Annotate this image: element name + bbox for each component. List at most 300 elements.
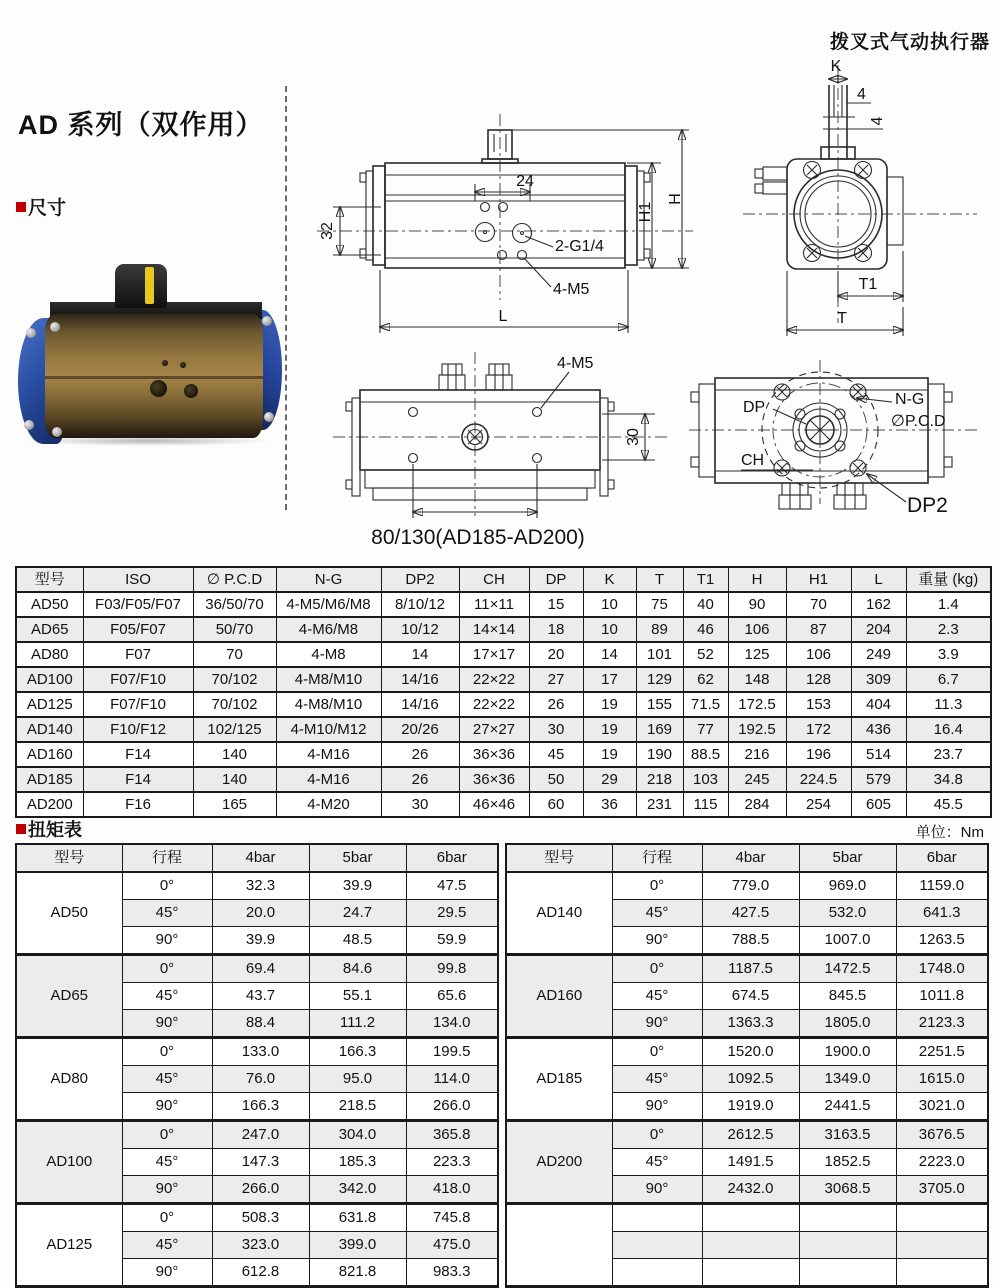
bolt xyxy=(50,322,60,332)
data-cell: 342.0 xyxy=(309,1176,406,1204)
column-header: CH xyxy=(459,567,529,592)
data-cell: 199.5 xyxy=(406,1038,498,1066)
air-port xyxy=(150,380,167,397)
data-cell: 218.5 xyxy=(309,1093,406,1121)
data-cell: 245 xyxy=(728,767,786,792)
data-cell: 45.5 xyxy=(906,792,991,817)
data-cell: 514 xyxy=(851,742,906,767)
data-cell: 3163.5 xyxy=(799,1121,896,1149)
data-cell xyxy=(702,1232,799,1259)
model-cell: AD200 xyxy=(16,792,83,817)
data-cell: 1919.0 xyxy=(702,1093,799,1121)
series-title: AD 系列（双作用） xyxy=(18,110,264,140)
data-cell: 30 xyxy=(529,717,583,742)
column-header: 行程 xyxy=(612,844,702,872)
data-cell: 0° xyxy=(612,872,702,900)
torque-section xyxy=(16,816,82,842)
data-cell: 323.0 xyxy=(212,1232,309,1259)
data-cell: 90° xyxy=(122,1176,212,1204)
data-cell xyxy=(702,1204,799,1232)
data-cell: 48.5 xyxy=(309,927,406,955)
data-cell: 90° xyxy=(122,927,212,955)
data-cell: 89 xyxy=(636,617,683,642)
torque-section-label: 扭矩表 xyxy=(28,820,82,840)
column-header: ∅ P.C.D xyxy=(193,567,276,592)
data-cell: 90 xyxy=(728,592,786,617)
data-cell: 90° xyxy=(122,1010,212,1038)
data-cell: 24.7 xyxy=(309,900,406,927)
bolt xyxy=(24,420,34,430)
dashed-divider xyxy=(285,86,287,510)
data-cell: 365.8 xyxy=(406,1121,498,1149)
data-cell: 20/26 xyxy=(381,717,459,742)
data-cell: 40 xyxy=(683,592,728,617)
data-cell: 196 xyxy=(786,742,851,767)
model-cell: AD140 xyxy=(506,872,612,955)
label-ports: 2-G1/4 xyxy=(555,238,604,255)
data-cell: 0° xyxy=(612,1038,702,1066)
data-cell: 36×36 xyxy=(459,742,529,767)
data-cell: 641.3 xyxy=(896,900,988,927)
model-cell: AD200 xyxy=(506,1121,612,1204)
data-cell: 0° xyxy=(122,1121,212,1149)
data-cell: 266.0 xyxy=(406,1093,498,1121)
data-cell: 36×36 xyxy=(459,767,529,792)
model-cell: AD160 xyxy=(506,955,612,1038)
data-cell: F14 xyxy=(83,767,193,792)
torque-left-body xyxy=(16,872,498,1287)
data-cell: 2251.5 xyxy=(896,1038,988,1066)
data-cell: 148 xyxy=(728,667,786,692)
data-cell: 50 xyxy=(529,767,583,792)
front-view-drawing xyxy=(295,100,700,350)
model-cell: AD100 xyxy=(16,667,83,692)
data-cell: 4-M8/M10 xyxy=(276,667,381,692)
data-cell: 11×11 xyxy=(459,592,529,617)
data-cell: 284 xyxy=(728,792,786,817)
data-cell: 605 xyxy=(851,792,906,817)
data-cell: 2123.3 xyxy=(896,1010,988,1038)
data-cell: 304.0 xyxy=(309,1121,406,1149)
bottom-view-drawing xyxy=(295,348,705,566)
data-cell: 27×27 xyxy=(459,717,529,742)
table-row xyxy=(16,1038,498,1066)
data-cell: 36 xyxy=(583,792,636,817)
data-cell: 70/102 xyxy=(193,667,276,692)
column-header: ISO xyxy=(83,567,193,592)
data-cell: 204 xyxy=(851,617,906,642)
data-cell xyxy=(799,1259,896,1287)
data-cell: 76.0 xyxy=(212,1066,309,1093)
data-cell: 16.4 xyxy=(906,717,991,742)
data-cell: 133.0 xyxy=(212,1038,309,1066)
data-cell: 1349.0 xyxy=(799,1066,896,1093)
data-cell: 90° xyxy=(122,1093,212,1121)
model-cell: AD100 xyxy=(16,1121,122,1204)
header-row xyxy=(506,844,988,872)
dim-label-32: 32 xyxy=(319,222,336,240)
data-cell: 77 xyxy=(683,717,728,742)
dim-label-t1: T1 xyxy=(858,276,878,293)
data-cell: 46 xyxy=(683,617,728,642)
data-cell: 612.8 xyxy=(212,1259,309,1287)
dim-label-h1: H1 xyxy=(637,201,654,223)
data-cell: 475.0 xyxy=(406,1232,498,1259)
torque-left-head xyxy=(16,844,498,872)
data-cell: 45° xyxy=(612,1066,702,1093)
column-header: 4bar xyxy=(212,844,309,872)
data-cell: 43.7 xyxy=(212,983,309,1010)
data-cell: 165 xyxy=(193,792,276,817)
end-view-drawing xyxy=(715,55,1000,360)
red-square-icon xyxy=(16,824,26,834)
data-cell: 166.3 xyxy=(309,1038,406,1066)
size-section xyxy=(16,193,66,220)
data-cell: 532.0 xyxy=(799,900,896,927)
dim-label-range: 80/130(AD185-AD200) xyxy=(371,526,585,549)
column-header: N-G xyxy=(276,567,381,592)
header-row xyxy=(16,844,498,872)
data-cell: 45° xyxy=(122,1232,212,1259)
column-header: 重量 (kg) xyxy=(906,567,991,592)
data-cell xyxy=(896,1204,988,1232)
model-cell: AD65 xyxy=(16,617,83,642)
data-cell: 1615.0 xyxy=(896,1066,988,1093)
data-cell: 2441.5 xyxy=(799,1093,896,1121)
data-cell: 95.0 xyxy=(309,1066,406,1093)
data-cell: 8/10/12 xyxy=(381,592,459,617)
model-cell: AD50 xyxy=(16,872,122,955)
column-header: 型号 xyxy=(16,844,122,872)
indicator-stripe xyxy=(145,267,154,304)
data-cell: 162 xyxy=(851,592,906,617)
data-cell: 45° xyxy=(122,983,212,1010)
table-row xyxy=(16,742,991,767)
data-cell: 631.8 xyxy=(309,1204,406,1232)
data-cell: 19 xyxy=(583,742,636,767)
data-cell: 3.9 xyxy=(906,642,991,667)
data-cell xyxy=(799,1204,896,1232)
column-header: K xyxy=(583,567,636,592)
model-cell: AD160 xyxy=(16,742,83,767)
data-cell: 111.2 xyxy=(309,1010,406,1038)
table-row xyxy=(16,1204,498,1232)
data-cell: 1852.5 xyxy=(799,1149,896,1176)
data-cell: 1159.0 xyxy=(896,872,988,900)
model-cell: AD125 xyxy=(16,1204,122,1287)
label-dp: DP xyxy=(743,399,766,416)
data-cell: 99.8 xyxy=(406,955,498,983)
data-cell: 223.3 xyxy=(406,1149,498,1176)
data-cell: 36/50/70 xyxy=(193,592,276,617)
data-cell: 1520.0 xyxy=(702,1038,799,1066)
data-cell: 10 xyxy=(583,592,636,617)
data-cell: 247.0 xyxy=(212,1121,309,1149)
torque-right-head xyxy=(506,844,988,872)
data-cell: 0° xyxy=(122,872,212,900)
data-cell xyxy=(799,1232,896,1259)
label-dp2: DP2 xyxy=(907,494,948,517)
data-cell: 84.6 xyxy=(309,955,406,983)
data-cell: 26 xyxy=(529,692,583,717)
data-cell: 674.5 xyxy=(702,983,799,1010)
model-cell: AD65 xyxy=(16,955,122,1038)
data-cell: 88.4 xyxy=(212,1010,309,1038)
data-cell: 134.0 xyxy=(406,1010,498,1038)
column-header: DP2 xyxy=(381,567,459,592)
data-cell: F07/F10 xyxy=(83,667,193,692)
data-cell: 39.9 xyxy=(309,872,406,900)
table-row xyxy=(16,955,498,983)
column-header: 5bar xyxy=(799,844,896,872)
dimensions-table-head xyxy=(16,567,991,592)
data-cell: 69.4 xyxy=(212,955,309,983)
product-photo xyxy=(12,252,284,444)
data-cell: 185.3 xyxy=(309,1149,406,1176)
data-cell: 20.0 xyxy=(212,900,309,927)
data-cell: 172.5 xyxy=(728,692,786,717)
data-cell: 65.6 xyxy=(406,983,498,1010)
data-cell: 1491.5 xyxy=(702,1149,799,1176)
data-cell: 27 xyxy=(529,667,583,692)
column-header: 行程 xyxy=(122,844,212,872)
model-cell: AD80 xyxy=(16,642,83,667)
column-header: 4bar xyxy=(702,844,799,872)
column-header: 型号 xyxy=(506,844,612,872)
torque-table-right xyxy=(505,843,989,1288)
data-cell: 788.5 xyxy=(702,927,799,955)
model-cell: AD50 xyxy=(16,592,83,617)
data-cell: 1900.0 xyxy=(799,1038,896,1066)
model-cell: AD80 xyxy=(16,1038,122,1121)
data-cell: F07/F10 xyxy=(83,692,193,717)
table-row xyxy=(16,767,991,792)
column-header: 型号 xyxy=(16,567,83,592)
column-header: 6bar xyxy=(406,844,498,872)
data-cell: 30 xyxy=(381,792,459,817)
position-indicator xyxy=(115,264,167,308)
data-cell: 231 xyxy=(636,792,683,817)
data-cell: 3068.5 xyxy=(799,1176,896,1204)
data-cell: 29 xyxy=(583,767,636,792)
data-cell: 102/125 xyxy=(193,717,276,742)
model-cell: AD125 xyxy=(16,692,83,717)
data-cell: 45 xyxy=(529,742,583,767)
data-cell: 62 xyxy=(683,667,728,692)
data-cell: 6.7 xyxy=(906,667,991,692)
data-cell: 101 xyxy=(636,642,683,667)
data-cell: 266.0 xyxy=(212,1176,309,1204)
data-cell: 32.3 xyxy=(212,872,309,900)
data-cell: 4-M20 xyxy=(276,792,381,817)
dim-label-4b: 4 xyxy=(869,116,886,126)
data-cell: 19 xyxy=(583,717,636,742)
dim-label-4a: 4 xyxy=(857,86,866,103)
data-cell: 0° xyxy=(612,955,702,983)
data-cell: 155 xyxy=(636,692,683,717)
data-cell: 1187.5 xyxy=(702,955,799,983)
data-cell: F10/F12 xyxy=(83,717,193,742)
table-row xyxy=(506,955,988,983)
data-cell: 4-M6/M8 xyxy=(276,617,381,642)
torque-unit-label: 单位：Nm xyxy=(915,824,984,841)
bolt xyxy=(26,328,36,338)
data-cell: 10/12 xyxy=(381,617,459,642)
data-cell: 3021.0 xyxy=(896,1093,988,1121)
data-cell: 128 xyxy=(786,667,851,692)
page-title: 拨叉式气动执行器 xyxy=(829,32,990,53)
data-cell: 845.5 xyxy=(799,983,896,1010)
data-cell: F03/F05/F07 xyxy=(83,592,193,617)
data-cell: 46×46 xyxy=(459,792,529,817)
data-cell: 17 xyxy=(583,667,636,692)
size-section-label: 尺寸 xyxy=(28,198,67,219)
column-header: DP xyxy=(529,567,583,592)
red-square-icon xyxy=(16,202,26,212)
torque-table-left xyxy=(15,843,499,1288)
data-cell: 70 xyxy=(193,642,276,667)
data-cell: 103 xyxy=(683,767,728,792)
data-cell: 17×17 xyxy=(459,642,529,667)
data-cell: 11.3 xyxy=(906,692,991,717)
data-cell: 166.3 xyxy=(212,1093,309,1121)
data-cell: 2612.5 xyxy=(702,1121,799,1149)
data-cell: 10 xyxy=(583,617,636,642)
data-cell: 579 xyxy=(851,767,906,792)
data-cell: 52 xyxy=(683,642,728,667)
torque-tables xyxy=(15,843,985,1288)
data-cell: 45° xyxy=(122,900,212,927)
label-ng: N-G xyxy=(895,391,925,408)
table-row xyxy=(506,1038,988,1066)
data-cell: 29.5 xyxy=(406,900,498,927)
data-cell xyxy=(612,1259,702,1287)
data-cell: 70/102 xyxy=(193,692,276,717)
data-cell xyxy=(702,1259,799,1287)
data-cell: 70 xyxy=(786,592,851,617)
table-row xyxy=(16,872,498,900)
data-cell: 90° xyxy=(612,1010,702,1038)
data-cell: 508.3 xyxy=(212,1204,309,1232)
data-cell: 1007.0 xyxy=(799,927,896,955)
data-cell: 4-M16 xyxy=(276,742,381,767)
data-cell: 125 xyxy=(728,642,786,667)
data-cell: 47.5 xyxy=(406,872,498,900)
table-row xyxy=(506,1204,988,1232)
data-cell: F16 xyxy=(83,792,193,817)
data-cell: 23.7 xyxy=(906,742,991,767)
label-pcd: ∅P.C.D xyxy=(891,413,946,430)
dim-label-t: T xyxy=(837,310,847,327)
data-cell: 18 xyxy=(529,617,583,642)
data-cell: 26 xyxy=(381,742,459,767)
label-bolts: 4-M5 xyxy=(553,281,590,298)
data-cell: 140 xyxy=(193,742,276,767)
data-cell: 114.0 xyxy=(406,1066,498,1093)
column-header: 6bar xyxy=(896,844,988,872)
data-cell: 90° xyxy=(612,1176,702,1204)
data-cell xyxy=(612,1204,702,1232)
data-cell: 309 xyxy=(851,667,906,692)
column-header: 5bar xyxy=(309,844,406,872)
bolt xyxy=(52,427,62,437)
data-cell: 71.5 xyxy=(683,692,728,717)
data-cell: 22×22 xyxy=(459,667,529,692)
data-cell: 153 xyxy=(786,692,851,717)
model-cell xyxy=(506,1204,612,1287)
table-row xyxy=(16,692,991,717)
data-cell: 436 xyxy=(851,717,906,742)
data-cell: 3676.5 xyxy=(896,1121,988,1149)
column-header: T xyxy=(636,567,683,592)
data-cell: 254 xyxy=(786,792,851,817)
data-cell: 0° xyxy=(122,1038,212,1066)
data-cell: 779.0 xyxy=(702,872,799,900)
data-cell: 404 xyxy=(851,692,906,717)
screw-hole xyxy=(162,360,168,366)
back-view-drawing xyxy=(685,352,1000,552)
data-cell: 50/70 xyxy=(193,617,276,642)
data-cell: 90° xyxy=(612,1093,702,1121)
table-row xyxy=(16,792,991,817)
data-cell: 745.8 xyxy=(406,1204,498,1232)
data-cell: 2432.0 xyxy=(702,1176,799,1204)
dimensions-table xyxy=(15,566,992,818)
data-cell: 399.0 xyxy=(309,1232,406,1259)
data-cell: 106 xyxy=(728,617,786,642)
data-cell: 45° xyxy=(612,1149,702,1176)
data-cell: 14/16 xyxy=(381,667,459,692)
data-cell: F05/F07 xyxy=(83,617,193,642)
data-cell: 216 xyxy=(728,742,786,767)
data-cell: 39.9 xyxy=(212,927,309,955)
data-cell: 0° xyxy=(612,1121,702,1149)
data-cell: 88.5 xyxy=(683,742,728,767)
data-cell: 129 xyxy=(636,667,683,692)
dim-label-l: L xyxy=(498,308,508,325)
data-cell: 22×22 xyxy=(459,692,529,717)
data-cell: 59.9 xyxy=(406,927,498,955)
torque-right-body xyxy=(506,872,988,1287)
column-header: H xyxy=(728,567,786,592)
dim-label-24: 24 xyxy=(516,173,534,190)
screw-hole xyxy=(180,362,186,368)
bolt xyxy=(262,316,272,326)
dim-label-k: K xyxy=(830,58,842,75)
data-cell: 218 xyxy=(636,767,683,792)
label-ch: CH xyxy=(741,452,765,469)
model-cell: AD185 xyxy=(16,767,83,792)
data-cell: 418.0 xyxy=(406,1176,498,1204)
data-cell: 821.8 xyxy=(309,1259,406,1287)
data-cell: 90° xyxy=(612,927,702,955)
data-cell: 14×14 xyxy=(459,617,529,642)
table-row xyxy=(16,592,991,617)
table-row xyxy=(16,1121,498,1149)
column-header: T1 xyxy=(683,567,728,592)
data-cell: 14 xyxy=(381,642,459,667)
data-cell: 45° xyxy=(122,1066,212,1093)
data-cell: 1472.5 xyxy=(799,955,896,983)
data-cell xyxy=(612,1232,702,1259)
dim-label-30: 30 xyxy=(625,428,642,446)
table-row xyxy=(506,1121,988,1149)
data-cell: 115 xyxy=(683,792,728,817)
column-header: L xyxy=(851,567,906,592)
data-cell: 75 xyxy=(636,592,683,617)
data-cell: 3705.0 xyxy=(896,1176,988,1204)
data-cell: 55.1 xyxy=(309,983,406,1010)
